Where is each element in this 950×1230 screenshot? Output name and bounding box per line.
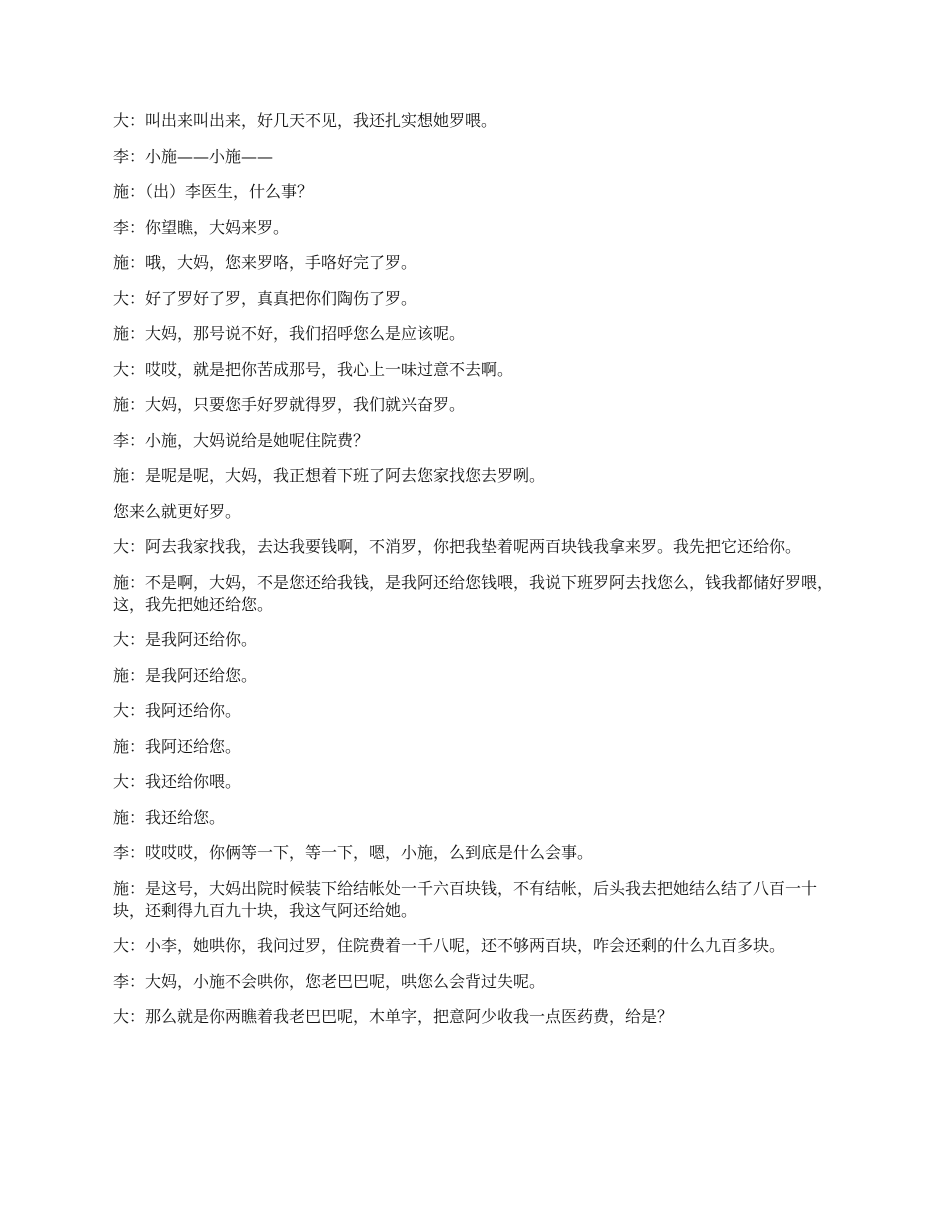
dialogue-line: 施：（出）李医生，什么事？ <box>113 182 314 201</box>
dialogue-line: 施：我阿还给您。 <box>113 736 242 756</box>
dialogue-line: 施：不是啊，大妈，不是您还给我钱，是我阿还给您钱喂，我说下班罗阿去找您么，钱我都储好罗喂，这，我先把她还给您。 <box>113 572 834 614</box>
dialogue-line: 施：是我阿还给您。 <box>113 665 258 685</box>
dialogue-line: 李：大妈，小施不会哄你，您老巴巴呢，哄您么会背过失呢。 <box>113 971 546 991</box>
dialogue-line: 大：我还给你喂。 <box>113 772 242 791</box>
dialogue-line: 施：哦，大妈，您来罗咯，手咯好完了罗。 <box>113 253 418 272</box>
dialogue-line: 李：哎哎哎，你俩等一下，等一下，嗯，小施，么到底是什么会事。 <box>113 843 594 862</box>
dialogue-line: 施：大妈，那号说不好，我们招呼您么是应该呢。 <box>113 324 466 343</box>
dialogue-line: 施：大妈，只要您手好罗就得罗，我们就兴奋罗。 <box>113 395 466 414</box>
dialogue-line: 大：好了罗好了罗，真真把你们陶伤了罗。 <box>113 288 418 308</box>
dialogue-line: 施：是这号，大妈出院时候装下给结帐处一千六百块钱，不有结帐，后头我去把她结么结了八百一十块，还剩得九百九十块，我这气阿还给她。 <box>113 878 818 920</box>
dialogue-line: 施：我还给您。 <box>113 807 226 827</box>
dialogue-line: 大：哎哎，就是把你苦成那号，我心上一味过意不去啊。 <box>113 359 514 379</box>
dialogue-line: 施：是呢是呢，大妈，我正想着下班了阿去您家找您去罗咧。 <box>113 466 546 485</box>
dialogue-line: 李：小施，大妈说给是她呢住院费？ <box>113 430 370 450</box>
dialogue-line: 大：阿去我家找我，去达我要钱啊，不消罗，你把我垫着呢两百块钱我拿来罗。我先把它还给你。 <box>113 537 802 556</box>
dialogue-line: 李：小施——小施—— <box>113 146 274 166</box>
dialogue-line: 李：你望瞧，大妈来罗。 <box>113 217 290 237</box>
dialogue-line: 大：那么就是你两瞧着我老巴巴呢，木单字，把意阿少收我一点医药费，给是？ <box>113 1007 674 1026</box>
dialogue-line: 大：叫出来叫出来，好几天不见，我还扎实想她罗喂。 <box>113 111 498 130</box>
dialogue-line: 您来么就更好罗。 <box>113 501 242 521</box>
dialogue-line: 大：我阿还给你。 <box>113 701 242 720</box>
dialogue-line: 大：是我阿还给你。 <box>113 630 258 649</box>
dialogue-line: 大：小李，她哄你，我问过罗，住院费着一千八呢，还不够两百块，咋会还剩的什么九百多块。 <box>113 936 786 955</box>
document-body <box>113 110 840 1042</box>
